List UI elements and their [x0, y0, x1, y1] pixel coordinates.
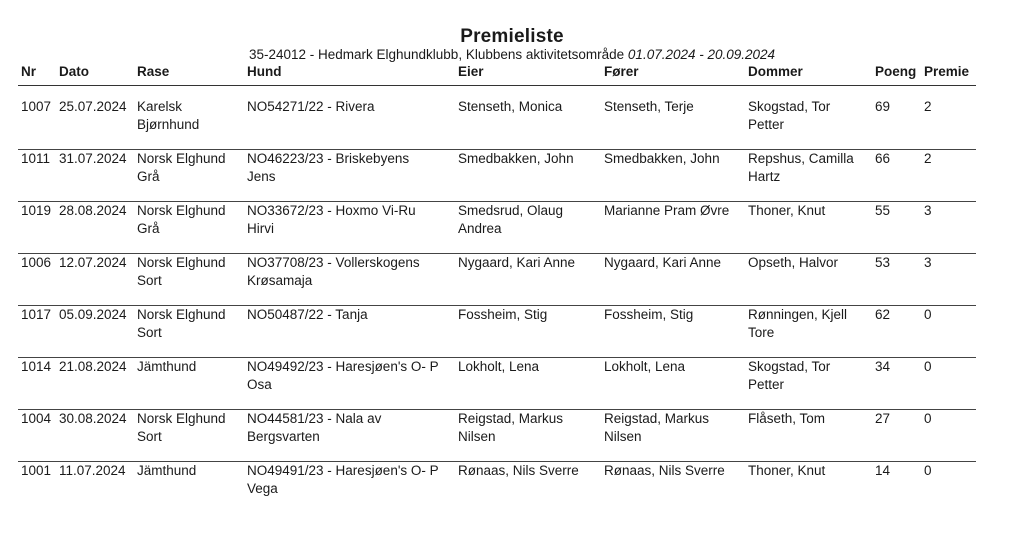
cell-eier — [458, 358, 539, 376]
cell-line: Rønaas, Nils Sverre — [458, 463, 579, 478]
cell-dato: 25.07.2024 — [59, 99, 127, 114]
cell-line: Flåseth, Tom — [748, 411, 826, 426]
cell-line: Hirvi — [247, 221, 274, 236]
cell-line: Sort — [137, 429, 162, 444]
cell-hund — [247, 98, 375, 116]
cell-dato: 05.09.2024 — [59, 307, 127, 322]
cell-line: Jämthund — [137, 463, 197, 478]
cell-forer — [604, 98, 694, 116]
cell-line: Jens — [247, 169, 276, 184]
cell-premie: 2 — [924, 151, 932, 166]
subtitle-period: 01.07.2024 - 20.09.2024 — [627, 47, 776, 62]
cell-line: Vega — [247, 481, 278, 496]
page-subtitle — [0, 47, 1024, 62]
cell-hund — [247, 306, 368, 324]
cell-line: NO33672/23 - Hoxmo Vi-Ru — [247, 203, 416, 218]
cell-line: Norsk Elghund — [137, 411, 226, 426]
cell-rase — [137, 410, 226, 446]
cell-line: Petter — [748, 377, 785, 392]
cell-line: Bergsvarten — [247, 429, 320, 444]
cell-rase — [137, 462, 196, 480]
column-header-dommer: Dommer — [748, 64, 803, 79]
cell-line: Stenseth, Monica — [458, 99, 563, 114]
cell-eier — [458, 462, 579, 480]
cell-hund — [247, 410, 381, 446]
header-divider — [18, 85, 976, 86]
cell-poeng: 66 — [875, 151, 891, 166]
cell-poeng: 34 — [875, 359, 891, 374]
cell-line: Norsk Elghund — [137, 151, 226, 166]
cell-dato: 31.07.2024 — [59, 151, 127, 166]
cell-line: Sort — [137, 273, 162, 288]
cell-line: Thoner, Knut — [748, 203, 826, 218]
cell-premie: 0 — [924, 307, 932, 322]
cell-forer — [604, 150, 720, 168]
cell-eier — [458, 150, 574, 168]
cell-premie: 3 — [924, 203, 932, 218]
cell-line: NO49492/23 - Haresjøen's O- P — [247, 359, 439, 374]
cell-line: Nilsen — [458, 429, 496, 444]
cell-dommer — [748, 306, 847, 342]
cell-forer — [604, 306, 693, 324]
cell-dato: 28.08.2024 — [59, 203, 127, 218]
column-header-nr: Nr — [21, 64, 37, 79]
cell-premie: 0 — [924, 411, 932, 426]
cell-line: Bjørnhund — [137, 117, 200, 132]
cell-nr: 1004 — [21, 411, 52, 426]
cell-forer — [604, 254, 721, 272]
cell-hund — [247, 150, 409, 186]
cell-line: Nygaard, Kari Anne — [604, 255, 722, 270]
column-header-forer: Fører — [604, 64, 639, 79]
cell-line: NO44581/23 - Nala av — [247, 411, 382, 426]
cell-line: Norsk Elghund — [137, 255, 226, 270]
cell-poeng: 55 — [875, 203, 891, 218]
cell-nr: 1014 — [21, 359, 52, 374]
cell-dommer — [748, 410, 825, 428]
cell-nr: 1001 — [21, 463, 52, 478]
cell-hund — [247, 202, 416, 238]
cell-dato: 30.08.2024 — [59, 411, 127, 426]
cell-nr: 1007 — [21, 99, 52, 114]
cell-dommer — [748, 462, 825, 480]
cell-line: Skogstad, Tor — [748, 359, 831, 374]
cell-line: Fossheim, Stig — [458, 307, 548, 322]
cell-line: Jämthund — [137, 359, 197, 374]
column-header-eier: Eier — [458, 64, 484, 79]
cell-line: Rønaas, Nils Sverre — [604, 463, 725, 478]
cell-line: NO50487/22 - Tanja — [247, 307, 368, 322]
cell-line: Karelsk — [137, 99, 183, 114]
column-header-poeng: Poeng — [875, 64, 917, 79]
cell-eier — [458, 306, 547, 324]
cell-dato: 11.07.2024 — [59, 463, 126, 478]
cell-dommer — [748, 98, 830, 134]
cell-rase — [137, 254, 226, 290]
cell-dommer — [748, 150, 854, 186]
cell-rase — [137, 150, 226, 186]
cell-line: Lokholt, Lena — [604, 359, 686, 374]
page-title: Premieliste — [460, 26, 564, 47]
column-header-premie: Premie — [924, 64, 970, 79]
cell-line: Fossheim, Stig — [604, 307, 694, 322]
cell-forer — [604, 410, 709, 446]
cell-line: Petter — [748, 117, 785, 132]
cell-poeng: 69 — [875, 99, 891, 114]
cell-line: Reigstad, Markus — [458, 411, 564, 426]
cell-eier — [458, 254, 575, 272]
cell-nr: 1017 — [21, 307, 52, 322]
cell-dato: 21.08.2024 — [59, 359, 127, 374]
cell-line: Smedsrud, Olaug — [458, 203, 564, 218]
cell-line: Smedbakken, John — [458, 151, 574, 166]
cell-line: Reigstad, Markus — [604, 411, 710, 426]
column-header-rase: Rase — [137, 64, 170, 79]
cell-line: Thoner, Knut — [748, 463, 826, 478]
cell-poeng: 53 — [875, 255, 891, 270]
cell-line: Hartz — [748, 169, 781, 184]
cell-line: Skogstad, Tor — [748, 99, 831, 114]
cell-line: Lokholt, Lena — [458, 359, 540, 374]
cell-line: NO37708/23 - Vollerskogens — [247, 255, 420, 270]
cell-nr: 1011 — [21, 151, 51, 166]
cell-poeng: 62 — [875, 307, 891, 322]
cell-line: Opseth, Halvor — [748, 255, 839, 270]
cell-eier — [458, 202, 563, 238]
cell-line: Sort — [137, 325, 162, 340]
cell-premie: 3 — [924, 255, 932, 270]
cell-hund — [247, 254, 420, 290]
cell-line: Norsk Elghund — [137, 203, 226, 218]
cell-premie: 0 — [924, 463, 932, 478]
cell-poeng: 14 — [875, 463, 891, 478]
cell-premie: 0 — [924, 359, 932, 374]
cell-forer — [604, 462, 725, 480]
cell-line: Smedbakken, John — [604, 151, 720, 166]
cell-line: Marianne Pram Øvre — [604, 203, 730, 218]
cell-line: Tore — [748, 325, 775, 340]
cell-dommer — [748, 202, 825, 220]
subtitle-club: 35-24012 - Hedmark Elghundklubb, Klubbens aktivitetsområde — [248, 47, 628, 62]
column-header-hund: Hund — [247, 64, 282, 79]
cell-rase — [137, 358, 196, 376]
cell-line: NO54271/22 - Rivera — [247, 99, 375, 114]
cell-hund — [247, 462, 439, 498]
cell-eier — [458, 410, 563, 446]
cell-line: Grå — [137, 221, 160, 236]
cell-line: Osa — [247, 377, 272, 392]
cell-line: Grå — [137, 169, 160, 184]
cell-dommer — [748, 254, 838, 272]
cell-line: NO46223/23 - Briskebyens — [247, 151, 410, 166]
cell-dommer — [748, 358, 830, 394]
cell-nr: 1019 — [21, 203, 52, 218]
cell-nr: 1006 — [21, 255, 52, 270]
cell-rase — [137, 306, 226, 342]
cell-eier — [458, 98, 562, 116]
cell-rase — [137, 98, 199, 134]
column-header-dato: Dato — [59, 64, 89, 79]
cell-poeng: 27 — [875, 411, 891, 426]
cell-line: Rønningen, Kjell — [748, 307, 848, 322]
cell-line: Stenseth, Terje — [604, 99, 694, 114]
cell-dato: 12.07.2024 — [59, 255, 127, 270]
cell-line: Krøsamaja — [247, 273, 313, 288]
cell-line: Norsk Elghund — [137, 307, 226, 322]
cell-forer — [604, 358, 685, 376]
cell-line: Andrea — [458, 221, 502, 236]
cell-line: Nilsen — [604, 429, 642, 444]
cell-forer — [604, 202, 729, 220]
cell-rase — [137, 202, 226, 238]
cell-line: Nygaard, Kari Anne — [458, 255, 576, 270]
cell-line: NO49491/23 - Haresjøen's O- P — [247, 463, 439, 478]
cell-line: Repshus, Camilla — [748, 151, 854, 166]
cell-hund — [247, 358, 439, 394]
cell-premie: 2 — [924, 99, 932, 114]
